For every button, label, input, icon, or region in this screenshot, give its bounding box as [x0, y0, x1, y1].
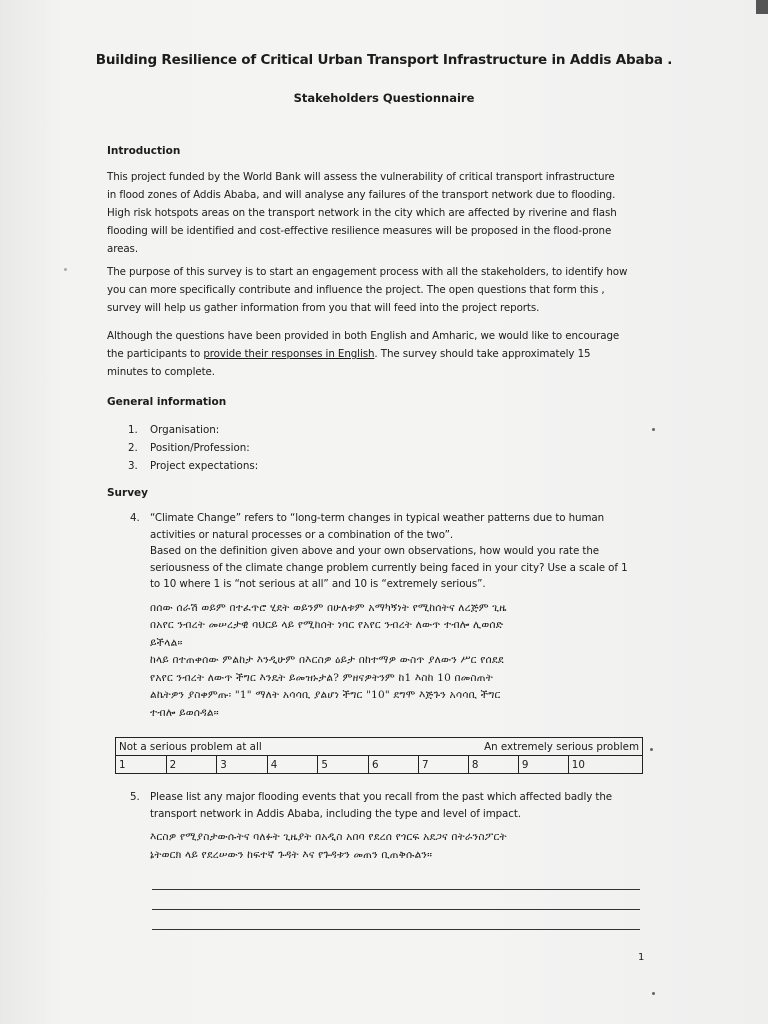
list-number: 2. [128, 442, 138, 454]
q4-amharic-line: በአየር ንብረት መሠረታዊ ባህርይ ላይ የሚከሰት ነባር የአየር ንብረት ለውጥ ተብሎ ሊወሰድ [150, 619, 504, 631]
rating-option-10[interactable]: 10 [568, 756, 642, 774]
list-item [128, 457, 258, 475]
list-item [128, 439, 258, 457]
q4-amharic-line: ልኬትዎን ያስቀምጡ፡ "1" ማለት አሳሳቢ ያልሆነ ችግር "10" ደግሞ እጅጉን አሳሳቢ ችግር [150, 689, 501, 701]
q4-amharic-line: የአየር ንብረት ለውጥ ችግር እንዴት ይመዝኑታል? ምዘናዎትንም ከ1 እስከ 10 በመስጠት [150, 671, 493, 684]
rating-option-9[interactable]: 9 [518, 756, 568, 774]
english-response-emphasis: provide their responses in English [203, 348, 375, 360]
rating-option-3[interactable]: 3 [217, 756, 268, 774]
answer-line[interactable] [152, 909, 640, 910]
intro-p2-line: survey will help us gather information from you that will feed into the project reports. [107, 302, 540, 314]
q5-english-line: Please list any major flooding events that you recall from the past which affected badly the [150, 791, 613, 803]
intro-p3-line: minutes to complete. [107, 366, 215, 378]
scan-speck [652, 428, 655, 431]
general-information-list [128, 421, 258, 475]
rating-option-2[interactable]: 2 [166, 756, 217, 774]
document-title: Building Resilience of Critical Urban Transport Infrastructure in Addis Ababa . [95, 52, 673, 68]
intro-p3-text: . The survey should take approximately 15 [374, 348, 591, 360]
list-number: 3. [128, 460, 138, 472]
organisation-field-label: Organisation: [150, 424, 220, 436]
document-subtitle: Stakeholders Questionnaire [293, 91, 475, 105]
intro-p3-line [107, 345, 642, 363]
intro-p3-text: the participants to [107, 348, 204, 360]
q4-english-line: activities or natural processes or a combination of the two”. [150, 528, 453, 541]
q4-amharic-line: በሰው ሰራሽ ወይም በተፈጥሮ ሂደት ወይንም በሁለቱም አማካኝነት የሚከሰትና ለረጅም ጊዜ [150, 601, 507, 614]
rating-option-8[interactable]: 8 [468, 756, 518, 774]
intro-p2-line: The purpose of this survey is to start an engagement process with all the stakeholders, to identify how [107, 266, 628, 278]
q4-english-line: “Climate Change” refers to “long-term changes in typical weather patterns due to human [150, 512, 605, 524]
scan-speck [652, 992, 655, 995]
expectations-field-label: Project expectations: [150, 460, 259, 472]
rating-option-6[interactable]: 6 [369, 756, 419, 774]
q5-amharic-line: ኔትወርክ ላይ የደረሠውን ከፍተኛ ጉዳት እና የጉዳቱን መጠን ቢጠቅሱልን። [150, 848, 433, 861]
q4-amharic-text [150, 600, 644, 723]
question-number: 4. [130, 512, 140, 524]
intro-p1-line: in flood zones of Addis Ababa, and will analyse any failures of the transport network due to flooding. [107, 189, 616, 201]
page-number: 1 [638, 952, 645, 963]
list-number: 1. [128, 424, 138, 436]
q4-english-line: Based on the definition given above and your own observations, how would you rate the [150, 545, 599, 557]
survey-heading: Survey [107, 487, 149, 499]
answer-line[interactable] [152, 929, 640, 930]
rating-option-4[interactable]: 4 [267, 756, 318, 774]
scale-header-row [116, 738, 643, 756]
q4-amharic-line: ተብሎ ይወሰዳል። [150, 706, 219, 719]
intro-paragraph-1 [107, 168, 642, 258]
general-information-heading: General information [107, 396, 227, 408]
scan-speck [650, 748, 653, 751]
scale-low-label: Not a serious problem at all [116, 738, 369, 756]
intro-p1-line: areas. [107, 243, 138, 255]
rating-option-5[interactable]: 5 [318, 756, 369, 774]
question-4 [130, 510, 644, 722]
q4-amharic-line: ከላይ በተጠቀሰው ምልከታ እንዲሁም በእርስዎ ዕይታ በከተማዎ ውስጥ ያለውን ሥር የሰደደ [150, 654, 504, 666]
seriousness-rating-scale [115, 737, 643, 774]
answer-line[interactable] [152, 889, 640, 890]
question-number: 5. [130, 791, 140, 803]
scale-values-row [116, 756, 643, 774]
intro-p1-line: This project funded by the World Bank will assess the vulnerability of critical transport infrastructure [107, 171, 615, 183]
rating-option-1[interactable]: 1 [116, 756, 167, 774]
q4-english-line: to 10 where 1 is “not serious at all” and 10 is “extremely serious”. [150, 578, 486, 590]
q5-amharic-line: እርስዎ የሚያስታውሱትና ባለፉት ጊዜያት በአዲስ አበባ የደረሰ የጎርፍ አደጋና በትራንስፖርት [150, 831, 507, 843]
q4-amharic-line: ይችላል። [150, 636, 183, 649]
intro-paragraph-3 [107, 327, 642, 381]
q4-english-line: seriousness of the climate change problem currently being faced in your city? Use a scale of 1 [150, 561, 628, 574]
intro-p2-line: you can more specifically contribute and influence the project. The open questions that form this , [107, 284, 605, 296]
intro-p3-line: Although the questions have been provided in both English and Amharic, we would like to encourage [107, 330, 620, 342]
q5-english-line: transport network in Addis Ababa, including the type and level of impact. [150, 807, 521, 820]
scan-speck [64, 268, 67, 271]
q5-amharic-text [150, 829, 644, 864]
introduction-heading: Introduction [107, 145, 181, 157]
position-field-label: Position/Profession: [150, 442, 250, 454]
scale-high-label: An extremely serious problem [369, 738, 643, 756]
intro-paragraph-2 [107, 263, 642, 317]
rating-option-7[interactable]: 7 [418, 756, 468, 774]
intro-p1-line: flooding will be identified and cost-effective resilience measures will be proposed in the flood-prone [107, 225, 612, 237]
intro-p1-line: High risk hotspots areas on the transport network in the city which are affected by riverine and flash [107, 207, 617, 219]
question-5 [130, 789, 644, 864]
list-item [128, 421, 258, 439]
scan-edge-mark [756, 0, 768, 14]
